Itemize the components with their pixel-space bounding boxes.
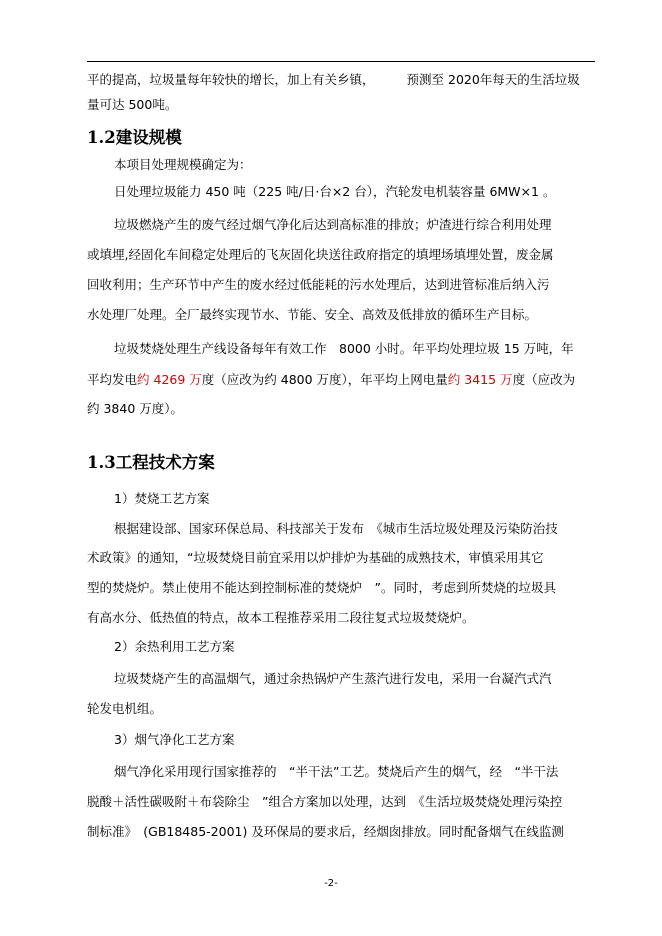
section-1-3-heading: 1.3工程技术方案 [87,453,215,472]
scale-capacity-line: 日处理垃圾能力 450 吨（225 吨/日·台×2 台），汽轮发电机装容量 6MW×1 。 [114,184,556,199]
operation-text-a: 平均发电 [87,372,138,387]
operation-para-line-3: 约 3840 万度）。 [87,401,184,416]
incineration-line-2: 术政策》的通知，“垃圾焚烧目前宜采用以炉排炉为基础的成熟技术，审慎采用其它 [87,550,544,565]
intro-line-1 [87,72,580,88]
intro-line-1-a: 平的提高，垃圾量每年较快的增长，加上有关乡镇， [87,72,375,87]
emission-para-line-3: 回收利用；生产环节中产生的废水经过低能耗的污水处理后，达到进管标准后纳入污 [87,277,550,292]
incineration-line-3: 型的焚烧炉。禁止使用不能达到控制标准的焚烧炉 ”。同时，考虑到所焚烧的垃圾具 [87,580,556,595]
flue-gas-line-3: 制标准》 (GB18485-2001) 及环保局的要求后，经烟囱排放。同时配备烟气在线监测 [87,824,564,839]
operation-text-c: 度（应改为 [512,372,576,387]
header-rule [87,61,595,62]
page-number: -2- [324,878,338,889]
emission-para-line-4: 水处理厂处理。全厂最终实现节水、节能、安全、高效及低排放的循环生产目标。 [87,307,538,322]
emission-para-line-2: 或填埋,经固化车间稳定处理后的飞灰固化块送往政府指定的填埋场填埋处置，废金属 [87,247,554,262]
heat-recovery-line-1: 垃圾焚烧产生的高温烟气，通过余热锅炉产生蒸汽进行发电，采用一台凝汽式汽 [114,671,552,686]
grid-power-red-value: 约 3415 万 [447,372,513,387]
section-1-2-heading: 1.2建设规模 [87,128,182,147]
flue-gas-line-1: 烟气净化采用现行国家推荐的 “半干法”工艺。焚烧后产生的烟气，经 “半干法 [114,764,559,779]
scale-intro-line: 本项目处理规模确定为： [114,157,252,172]
heat-recovery-line-2: 轮发电机组。 [87,701,163,716]
emission-para-line-1: 垃圾燃烧产生的废气经过烟气净化后达到高标准的排放；炉渣进行综合利用处理 [114,217,552,232]
incineration-line-1: 根据建设部、国家环保总局、科技部关于发布 《城市生活垃圾处理及污染防治技 [114,521,558,536]
operation-para-line-2 [87,372,575,388]
flue-gas-subheading: 3）烟气净化工艺方案 [114,732,235,747]
incineration-subheading: 1）焚烧工艺方案 [114,491,210,506]
flue-gas-line-2: 脱酸＋活性碳吸附＋布袋除尘 ”组合方案加以处理，达到 《生活垃圾焚烧处理污染控 [87,794,563,809]
power-gen-red-value: 约 4269 万 [137,372,202,387]
incineration-line-4: 有高水分、低热值的特点，故本工程推荐采用二段往复式垃圾焚烧炉。 [87,610,475,625]
operation-text-b: 度（应改为约 4800 万度），年平均上网电量 [201,372,448,387]
heat-recovery-subheading: 2）余热利用工艺方案 [114,639,235,654]
intro-line-2: 量可达 500吨。 [87,97,178,112]
operation-para-line-1: 垃圾焚烧处理生产线设备每年有效工作 8000 小时。年平均处理垃圾 15 万吨，年 [114,341,574,356]
intro-line-1-b: 预测至 2020年每天的生活垃圾 [406,72,580,87]
